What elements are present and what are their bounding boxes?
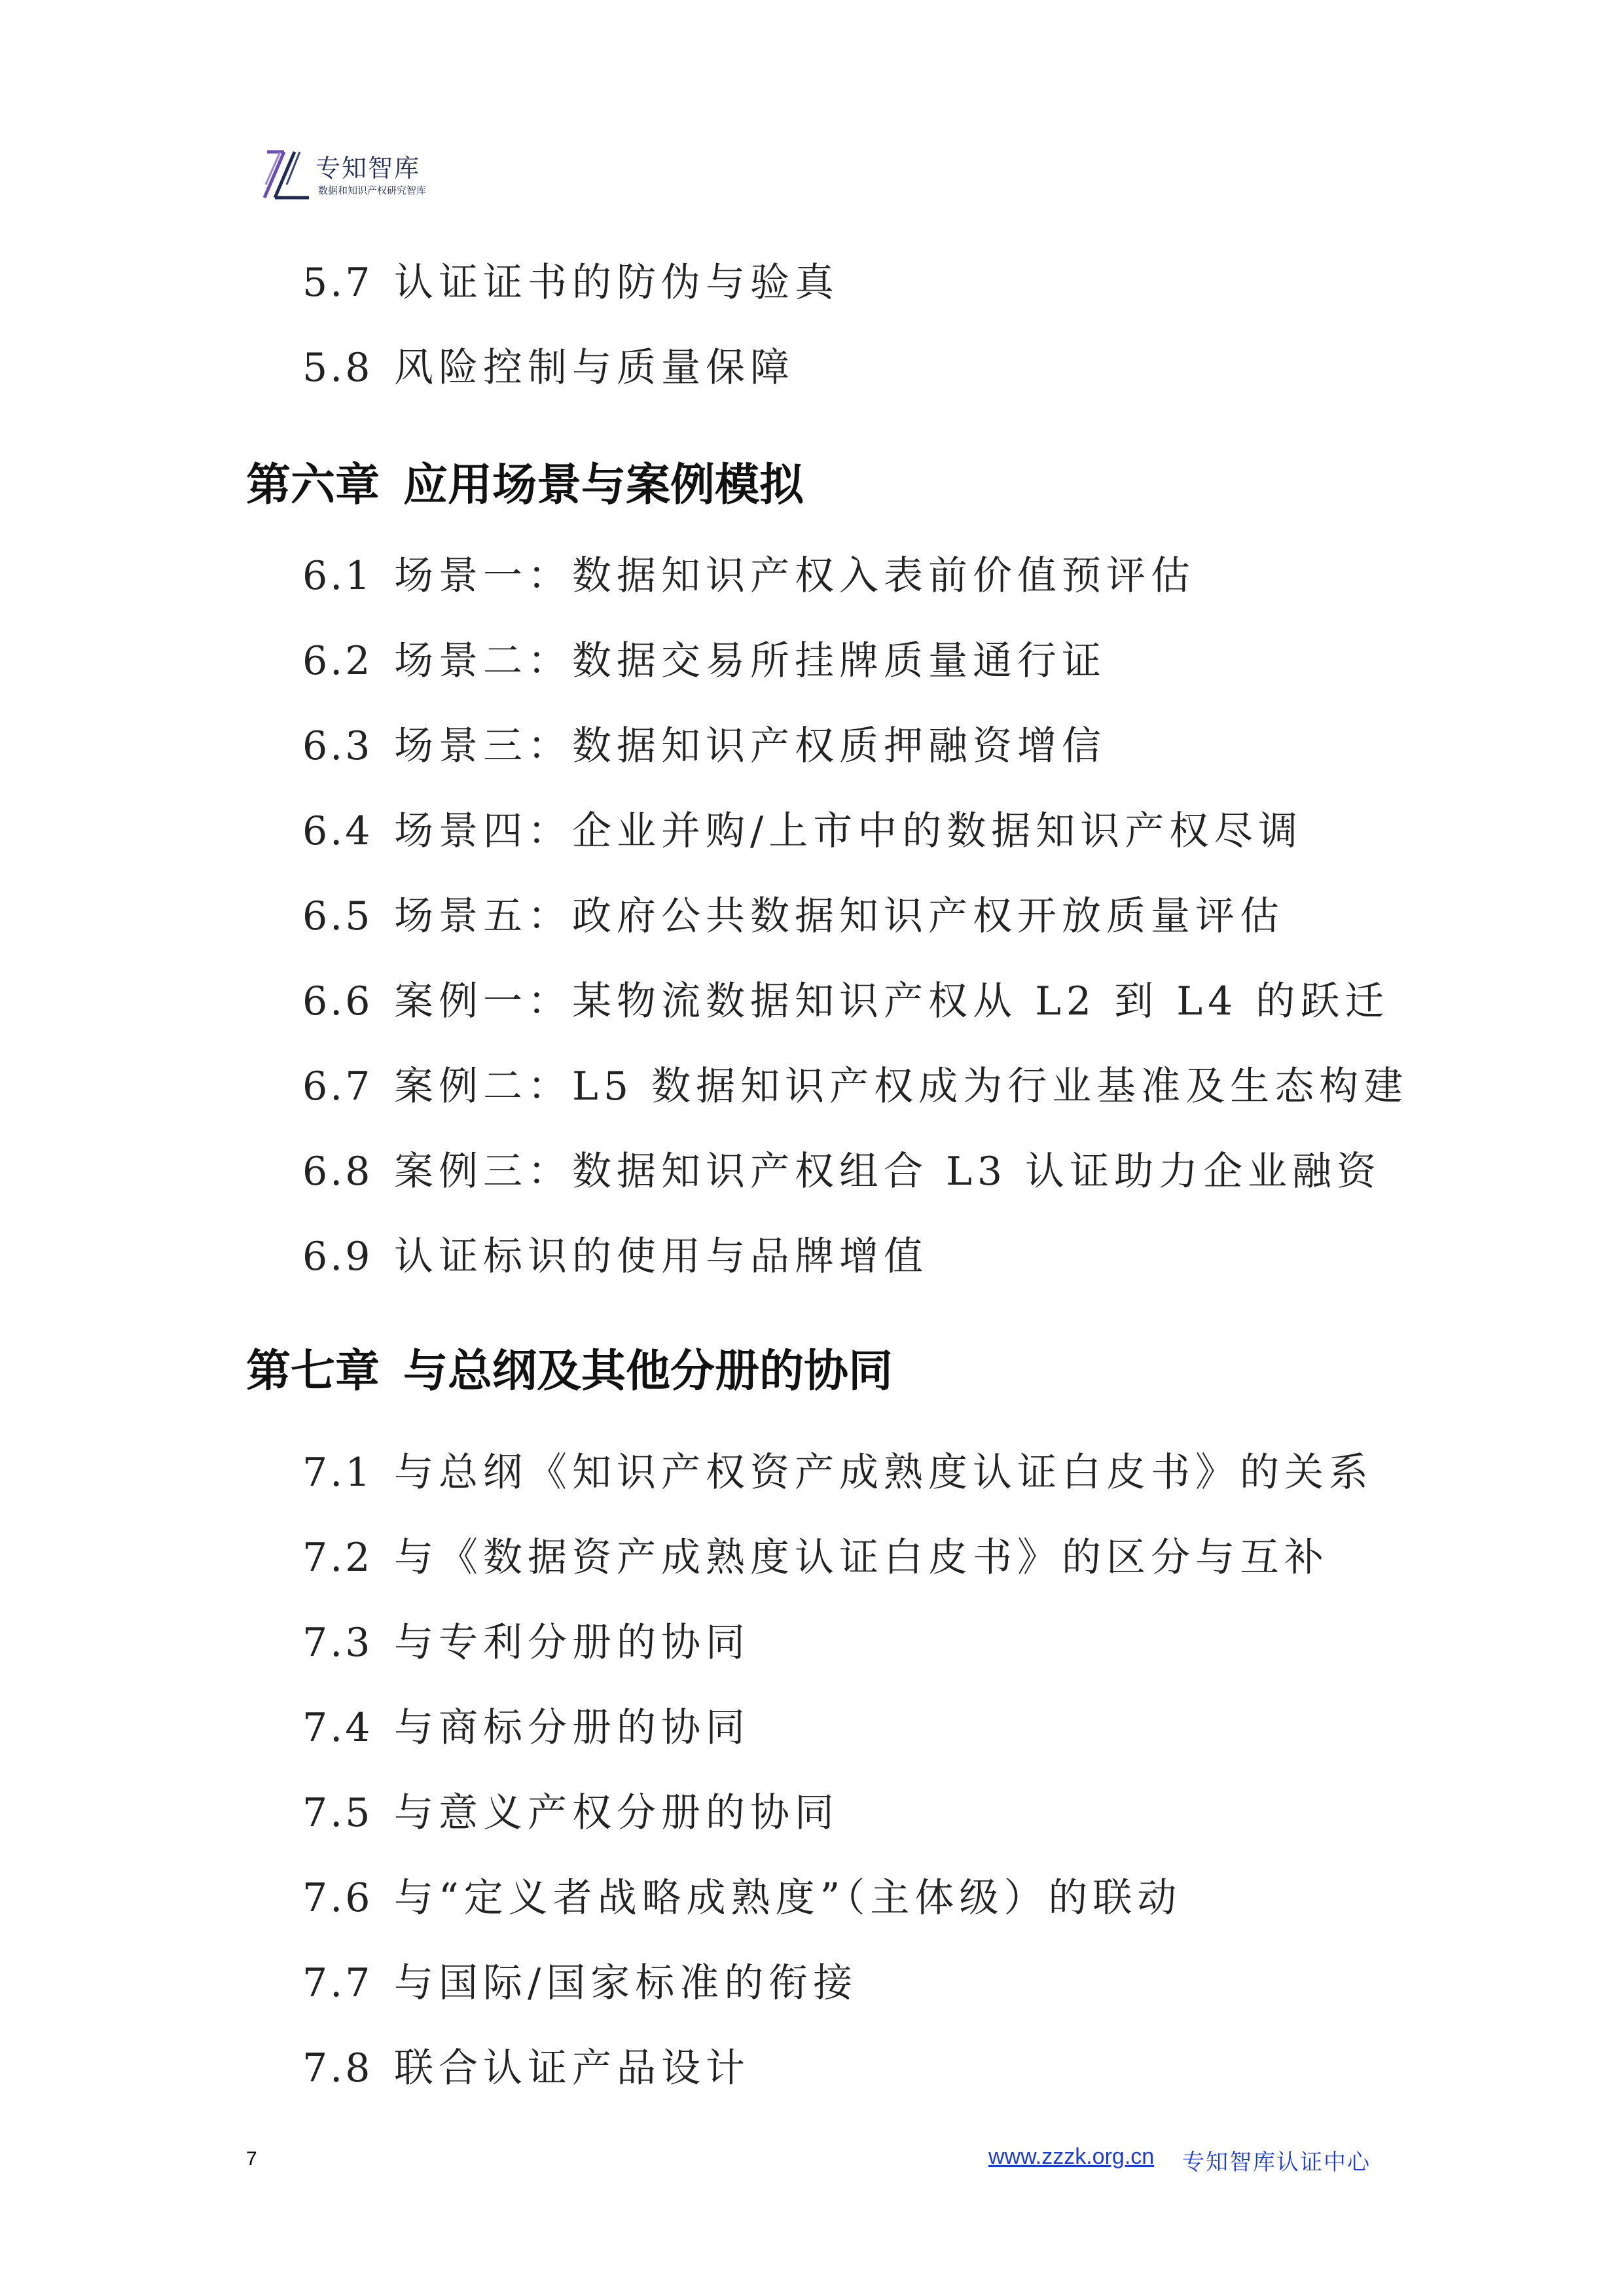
toc-item-title: 与商标分册的协同 xyxy=(394,1705,750,1751)
toc-item-title: 与总纲《知识产权资产成熟度认证白皮书》的关系 xyxy=(394,1450,1373,1496)
toc-item-number: 6.5 xyxy=(302,893,373,939)
zl-logo-icon xyxy=(261,148,312,202)
toc-item-number: 6.1 xyxy=(302,553,373,599)
toc-item xyxy=(302,2045,750,2092)
toc-item xyxy=(302,1960,857,2007)
toc-item xyxy=(302,1704,750,1751)
toc-item-title: 案例二：L5 数据知识产权成为行业基准及生态构建 xyxy=(394,1064,1409,1109)
footer-org-name: 专知智库认证中心 xyxy=(1182,2149,1371,2176)
toc-item-title: 认证证书的防伪与验真 xyxy=(394,260,839,306)
page-number: 7 xyxy=(246,2148,257,2170)
toc-item-number: 6.6 xyxy=(302,978,373,1024)
toc-item-number: 7.6 xyxy=(302,1875,373,1921)
toc-item-number: 6.9 xyxy=(302,1234,373,1280)
toc-item-title: 场景四：企业并购/上市中的数据知识产权尽调 xyxy=(394,808,1303,854)
toc-item-title: 场景一：数据知识产权入表前价值预评估 xyxy=(394,553,1195,599)
toc-item-number: 7.8 xyxy=(302,2045,373,2091)
toc-item xyxy=(302,259,839,306)
toc-item xyxy=(302,893,1284,940)
toc-item xyxy=(302,344,795,391)
toc-item-title: 场景五：政府公共数据知识产权开放质量评估 xyxy=(394,893,1284,939)
toc-item xyxy=(302,1534,1329,1581)
chapter-title: 与总纲及其他分册的协同 xyxy=(403,1346,893,1397)
footer-url-link[interactable]: www.zzzk.org.cn xyxy=(988,2144,1155,2169)
toc-item-number: 7.4 xyxy=(302,1705,373,1751)
toc-item xyxy=(302,1449,1373,1496)
toc-item-number: 5.7 xyxy=(302,260,373,306)
toc-item-title: 场景二：数据交易所挂牌质量通行证 xyxy=(394,638,1106,684)
toc-item xyxy=(302,1148,1381,1195)
toc-item xyxy=(302,552,1195,600)
toc-item xyxy=(302,1874,1182,1922)
logo-title: 专知智库 xyxy=(316,154,421,183)
toc-item-title: 与《数据资产成熟度认证白皮书》的区分与互补 xyxy=(394,1535,1329,1581)
toc-item-title: 认证标识的使用与品牌增值 xyxy=(394,1234,928,1280)
toc-item-number: 7.5 xyxy=(302,1790,373,1836)
toc-item-title: 案例一：某物流数据知识产权从 L2 到 L4 的跃迁 xyxy=(394,978,1390,1024)
chapter-number: 第七章 xyxy=(246,1346,380,1397)
toc-item-number: 6.3 xyxy=(302,723,373,769)
toc-item xyxy=(302,1063,1408,1110)
toc-item-number: 7.3 xyxy=(302,1620,373,1666)
toc-item-number: 7.2 xyxy=(302,1535,373,1581)
chapter-heading xyxy=(246,1346,893,1398)
toc-item-number: 5.8 xyxy=(302,345,373,391)
chapter-number: 第六章 xyxy=(246,459,380,511)
toc-item xyxy=(302,637,1106,685)
toc-item-title: 与国际/国家标准的衔接 xyxy=(394,1960,858,2006)
toc-item-title: 案例三：数据知识产权组合 L3 认证助力企业融资 xyxy=(394,1149,1382,1194)
chapter-heading xyxy=(246,459,804,512)
toc-item xyxy=(302,723,1106,770)
toc-item-number: 6.4 xyxy=(302,808,373,854)
toc-item-number: 6.8 xyxy=(302,1149,373,1194)
toc-item-number: 6.2 xyxy=(302,638,373,684)
toc-item xyxy=(302,1789,839,1837)
toc-item-title: 与意义产权分册的协同 xyxy=(394,1790,839,1836)
toc-item-title: 与“定义者战略成熟度”（主体级）的联动 xyxy=(394,1875,1182,1921)
toc-item-title: 联合认证产品设计 xyxy=(394,2045,750,2091)
toc-item xyxy=(302,1619,750,1666)
toc-item-number: 7.1 xyxy=(302,1450,373,1496)
toc-item xyxy=(302,978,1389,1025)
toc-item-title: 场景三：数据知识产权质押融资增信 xyxy=(394,723,1106,769)
toc-item-number: 7.7 xyxy=(302,1960,373,2006)
chapter-title: 应用场景与案例模拟 xyxy=(403,459,804,511)
header-logo xyxy=(261,148,483,213)
toc-item xyxy=(302,1233,928,1280)
toc-item xyxy=(302,808,1303,855)
logo-subtitle: 数据和知识产权研究智库 xyxy=(318,185,427,196)
toc-item-title: 风险控制与质量保障 xyxy=(394,345,795,391)
toc-item-title: 与专利分册的协同 xyxy=(394,1620,750,1666)
toc-item-number: 6.7 xyxy=(302,1064,373,1109)
